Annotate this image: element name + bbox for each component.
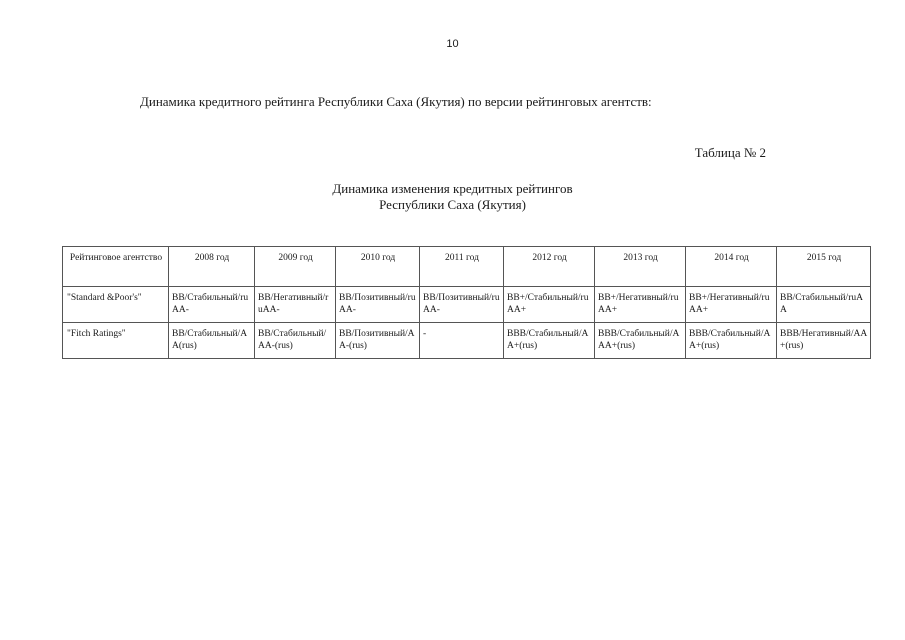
table-caption-line-1: Динамика изменения кредитных рейтингов (332, 181, 573, 196)
table-caption-line-2: Республики Саха (Якутия) (379, 197, 526, 212)
rating-cell: ВВ/Стабильный/ruAA- (169, 287, 255, 323)
rating-cell: ВВ/Стабильный/ruAA (777, 287, 871, 323)
rating-cell: ВВ/Позитивный/ruAA- (420, 287, 504, 323)
rating-cell: ВВ+/Негативный/ruAA+ (595, 287, 686, 323)
agency-name: "Standard &Poor's" (63, 287, 169, 323)
rating-cell: ВВ/Негативный/ruAA- (255, 287, 336, 323)
table-row-fitch-ratings (63, 323, 871, 359)
header-year-2008: 2008 год (169, 247, 255, 287)
ratings-table (62, 246, 871, 359)
rating-cell: ВВ/Позитивный/ruAA- (336, 287, 420, 323)
rating-cell: - (420, 323, 504, 359)
rating-cell: ВВВ/Негативный/AA+(rus) (777, 323, 871, 359)
intro-text: Динамика кредитного рейтинга Республики Саха (Якутия) по версии рейтинговых агентств: (140, 94, 652, 109)
table-row-standard-poors (63, 287, 871, 323)
header-year-2013: 2013 год (595, 247, 686, 287)
rating-cell: ВВ/Позитивный/AA-(rus) (336, 323, 420, 359)
header-year-2010: 2010 год (336, 247, 420, 287)
rating-cell: ВВ+/Негативный/ruAA+ (686, 287, 777, 323)
header-year-2015: 2015 год (777, 247, 871, 287)
header-year-2014: 2014 год (686, 247, 777, 287)
rating-cell: ВВВ/Стабильный/AAA+(rus) (595, 323, 686, 359)
rating-cell: ВВ/Стабильный/AA(rus) (169, 323, 255, 359)
header-year-2012: 2012 год (504, 247, 595, 287)
rating-cell: ВВ/Стабильный/AA-(rus) (255, 323, 336, 359)
header-agency: Рейтинговое агентство (63, 247, 169, 287)
table-header-row (63, 247, 871, 287)
rating-cell: ВВ+/Стабильный/ruAA+ (504, 287, 595, 323)
table-caption (0, 181, 905, 213)
table-number: Таблица № 2 (694, 145, 766, 160)
agency-name: "Fitch Ratings" (63, 323, 169, 359)
rating-cell: ВВВ/Стабильный/AA+(rus) (686, 323, 777, 359)
header-year-2009: 2009 год (255, 247, 336, 287)
page-number: 10 (446, 38, 459, 50)
rating-cell: ВВВ/Стабильный/AA+(rus) (504, 323, 595, 359)
header-year-2011: 2011 год (420, 247, 504, 287)
